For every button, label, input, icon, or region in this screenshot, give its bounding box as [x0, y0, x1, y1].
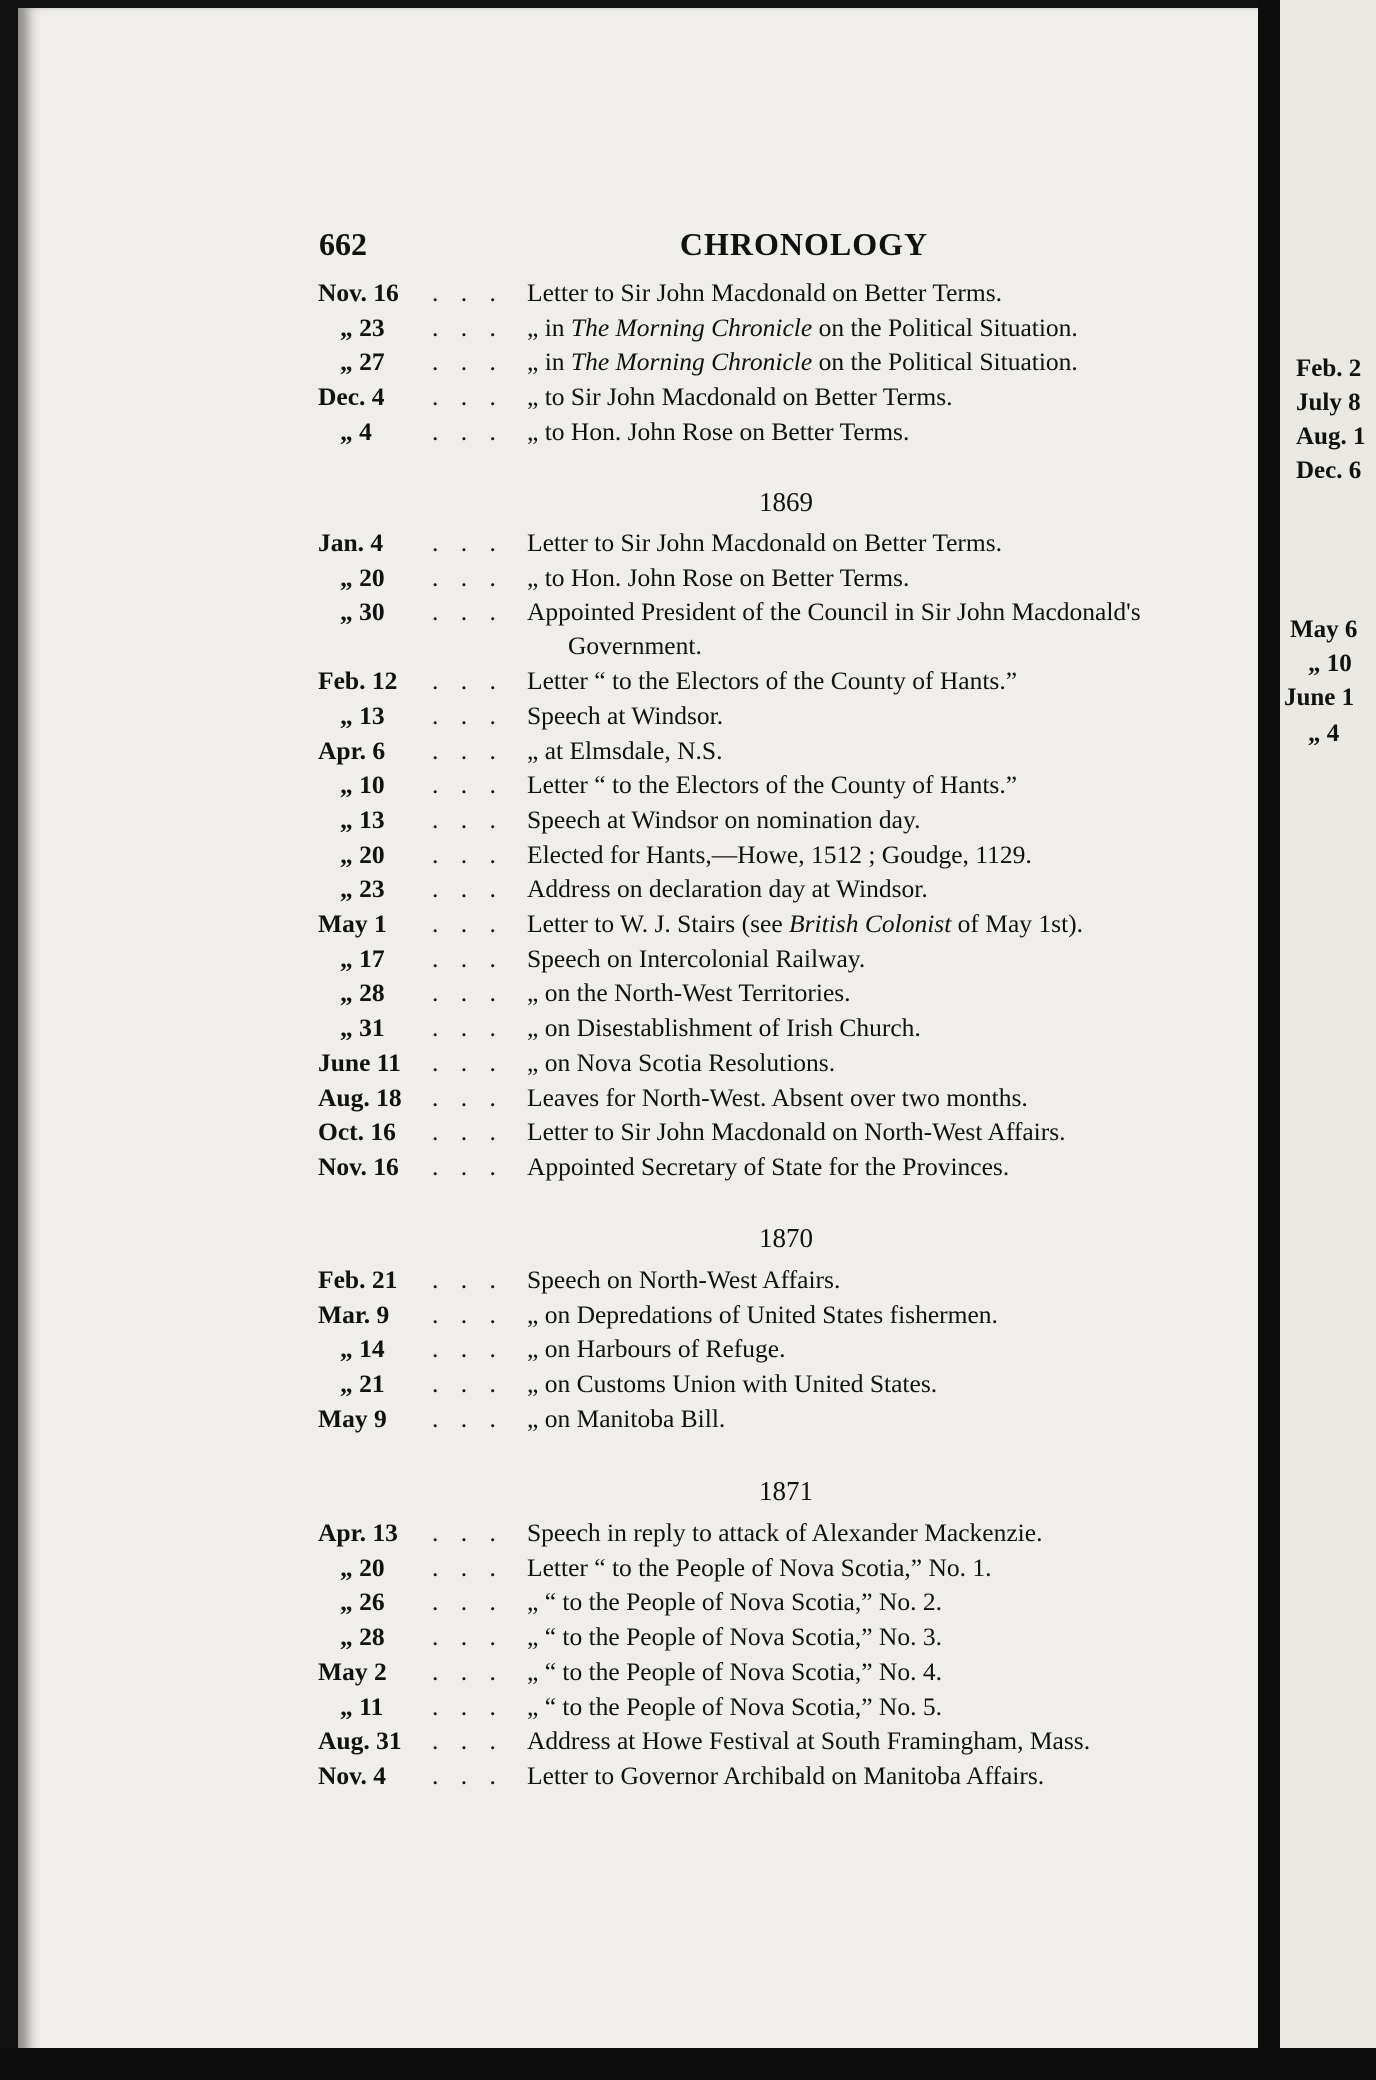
entry-date: Feb. 12 — [318, 666, 398, 696]
entry-text: Letter to Sir John Macdonald on Better Terms. — [527, 278, 1003, 307]
leader-dots: . . . — [432, 839, 504, 869]
entry-date: Oct. 16 — [318, 1117, 396, 1147]
entry-date: „ 20 — [340, 1552, 385, 1582]
entry-text: Speech at Windsor on nomination day. — [527, 804, 921, 834]
facing-page-date: „ 4 — [1308, 720, 1340, 747]
leader-dots: . . . — [432, 347, 504, 377]
entry-date: Dec. 4 — [318, 382, 385, 412]
entry-text-italic: British Colonist — [789, 909, 952, 938]
leader-dots: . . . — [432, 804, 504, 834]
leader-dots: . . . — [432, 770, 504, 800]
facing-page-edge — [1280, 0, 1376, 2080]
entry-text: Appointed Secretary of State for the Provinces. — [527, 1151, 1010, 1181]
entry-date: „ 10 — [340, 770, 385, 800]
entry-date: „ 23 — [340, 312, 385, 342]
entry-text: „ to Hon. John Rose on Better Terms. — [527, 416, 910, 446]
entry-date: „ 11 — [340, 1691, 384, 1721]
leader-dots: . . . — [432, 1518, 504, 1547]
leader-dots: . . . — [432, 1117, 504, 1147]
entry-text-italic: The Morning Chronicle — [570, 312, 813, 342]
facing-page-date: „ 10 — [1308, 650, 1352, 677]
entry-date: „ 20 — [340, 562, 385, 592]
entry-text: „ on Manitoba Bill. — [527, 1403, 726, 1433]
entry-date: „ 20 — [340, 839, 385, 869]
entry-text — [527, 313, 1078, 343]
entry-date: „ 30 — [340, 597, 385, 627]
entry-date: Feb. 21 — [318, 1265, 398, 1294]
entry-text-part: „ in — [527, 312, 571, 342]
leader-dots: . . . — [432, 1622, 504, 1652]
leader-dots: . . . — [432, 1013, 504, 1043]
entry-text: Leaves for North-West. Absent over two months. — [527, 1082, 1028, 1112]
entry-text-part: Letter to W. J. Stairs (see — [527, 909, 790, 938]
entry-text-part: of May 1st). — [951, 909, 1084, 938]
entry-date: „ 31 — [340, 1013, 385, 1043]
entry-date: „ 26 — [340, 1587, 385, 1617]
leader-dots: . . . — [432, 597, 504, 627]
entry-text: Speech at Windsor. — [527, 700, 724, 730]
entry-text: „ on Customs Union with United States. — [527, 1369, 938, 1399]
entry-date: „ 27 — [340, 347, 385, 377]
entry-text: Elected for Hants,—Howe, 1512 ; Goudge, 1129. — [527, 839, 1032, 869]
facing-page-date: Feb. 2 — [1296, 355, 1362, 382]
entry-text-italic: The Morning Chronicle — [570, 347, 813, 377]
leader-dots: . . . — [432, 735, 504, 765]
year-heading: 1870 — [759, 1223, 813, 1253]
leader-dots: . . . — [432, 562, 504, 592]
leader-dots: . . . — [432, 382, 504, 412]
entry-date: „ 28 — [340, 1622, 385, 1652]
leader-dots: . . . — [432, 700, 504, 730]
entry-text: Letter to Sir John Macdonald on North-West Affairs. — [527, 1117, 1066, 1147]
entry-text: „ on Harbours of Refuge. — [527, 1334, 786, 1364]
facing-page-date: Aug. 1 — [1296, 423, 1366, 450]
entry-date: Mar. 9 — [318, 1299, 390, 1329]
entry-date: May 9 — [318, 1403, 387, 1433]
leader-dots: . . . — [432, 1726, 504, 1756]
leader-dots: . . . — [432, 1299, 504, 1329]
facing-page-date: May 6 — [1290, 616, 1358, 643]
entry-text: Address at Howe Festival at South Framingham, Mass. — [527, 1726, 1091, 1756]
entry-date: „ 28 — [340, 978, 385, 1008]
book-page — [18, 8, 1274, 2058]
entry-text: „ “ to the People of Nova Scotia,” No. 4. — [527, 1656, 942, 1686]
leader-dots: . . . — [432, 978, 504, 1008]
leader-dots: . . . — [432, 312, 504, 342]
leader-dots: . . . — [432, 1691, 504, 1721]
entry-text — [527, 909, 1083, 939]
entry-text: Letter “ to the Electors of the County of Hants.” — [527, 666, 1018, 696]
entry-date: Nov. 16 — [318, 1151, 399, 1181]
entry-date: Aug. 18 — [318, 1082, 402, 1112]
leader-dots: . . . — [432, 666, 504, 696]
entry-date: May 1 — [318, 909, 387, 938]
leader-dots: . . . — [432, 943, 504, 973]
entry-date: „ 13 — [340, 804, 385, 834]
entry-text — [527, 347, 1078, 377]
leader-dots: . . . — [432, 1369, 504, 1399]
leader-dots: . . . — [432, 528, 504, 557]
page-title: CHRONOLOGY — [679, 226, 929, 262]
entry-date: Nov. 16 — [318, 278, 399, 307]
leader-dots: . . . — [432, 1552, 504, 1582]
page-number: 662 — [319, 226, 367, 262]
entry-text: „ to Hon. John Rose on Better Terms. — [527, 562, 910, 592]
entry-text: „ at Elmsdale, N.S. — [527, 735, 723, 765]
facing-page-date: July 8 — [1296, 389, 1361, 416]
entry-text: „ on Nova Scotia Resolutions. — [527, 1047, 836, 1077]
year-heading: 1871 — [759, 1476, 813, 1506]
leader-dots: . . . — [432, 1587, 504, 1617]
entry-text: Speech in reply to attack of Alexander Mackenzie. — [527, 1518, 1043, 1547]
entry-text: „ “ to the People of Nova Scotia,” No. 3. — [527, 1622, 942, 1652]
leader-dots: . . . — [432, 416, 504, 446]
facing-page-date: June 1 — [1284, 684, 1355, 711]
entry-text: Speech on North-West Affairs. — [527, 1265, 841, 1294]
entry-text: Address on declaration day at Windsor. — [527, 874, 928, 904]
entry-text: „ on the North-West Territories. — [527, 978, 851, 1008]
leader-dots: . . . — [432, 1760, 504, 1790]
entry-date: Aug. 31 — [318, 1726, 402, 1756]
leader-dots: . . . — [432, 1403, 504, 1433]
entry-text: „ on Depredations of United States fishermen. — [527, 1299, 998, 1329]
entry-date: „ 23 — [340, 874, 385, 904]
entry-date: June 11 — [318, 1047, 401, 1077]
entry-date: „ 4 — [340, 416, 372, 446]
entry-text-part: „ in — [527, 347, 571, 377]
leader-dots: . . . — [432, 1334, 504, 1364]
entry-date: Apr. 13 — [318, 1518, 398, 1547]
entry-text: Letter to Sir John Macdonald on Better Terms. — [527, 528, 1003, 557]
leader-dots: . . . — [432, 1047, 504, 1077]
scan-border — [0, 2048, 1376, 2080]
entry-text: „ to Sir John Macdonald on Better Terms. — [527, 382, 953, 412]
leader-dots: . . . — [432, 1656, 504, 1686]
book-gutter — [1258, 0, 1280, 2080]
leader-dots: . . . — [432, 278, 504, 307]
entry-text: Letter “ to the People of Nova Scotia,” No. 1. — [527, 1552, 992, 1582]
entry-date: May 2 — [318, 1656, 387, 1686]
entry-date: „ 14 — [340, 1334, 385, 1364]
entry-date: Jan. 4 — [318, 528, 384, 557]
entry-text-part: on the Political Situation. — [812, 312, 1078, 342]
entry-text-continuation: Government. — [568, 631, 702, 661]
entry-text: Letter “ to the Electors of the County of Hants.” — [527, 770, 1018, 800]
leader-dots: . . . — [432, 909, 504, 938]
entry-text: „ on Disestablishment of Irish Church. — [527, 1013, 921, 1043]
entry-date: Apr. 6 — [318, 735, 386, 765]
leader-dots: . . . — [432, 1151, 504, 1181]
entry-text: „ “ to the People of Nova Scotia,” No. 5. — [527, 1691, 942, 1721]
entry-text: Speech on Intercolonial Railway. — [527, 943, 866, 973]
leader-dots: . . . — [432, 874, 504, 904]
facing-page-date: Dec. 6 — [1296, 457, 1362, 484]
entry-date: „ 17 — [340, 943, 385, 973]
leader-dots: . . . — [432, 1265, 504, 1294]
entry-date: „ 13 — [340, 700, 385, 730]
entry-date: Nov. 4 — [318, 1760, 387, 1790]
entry-text: „ “ to the People of Nova Scotia,” No. 2. — [527, 1587, 942, 1617]
entry-text: Appointed President of the Council in Sir John Macdonald's — [527, 597, 1141, 627]
entry-text-part: on the Political Situation. — [812, 347, 1078, 377]
entry-text: Letter to Governor Archibald on Manitoba Affairs. — [527, 1760, 1045, 1790]
entry-date: „ 21 — [340, 1369, 385, 1399]
year-heading: 1869 — [759, 487, 813, 517]
leader-dots: . . . — [432, 1082, 504, 1112]
